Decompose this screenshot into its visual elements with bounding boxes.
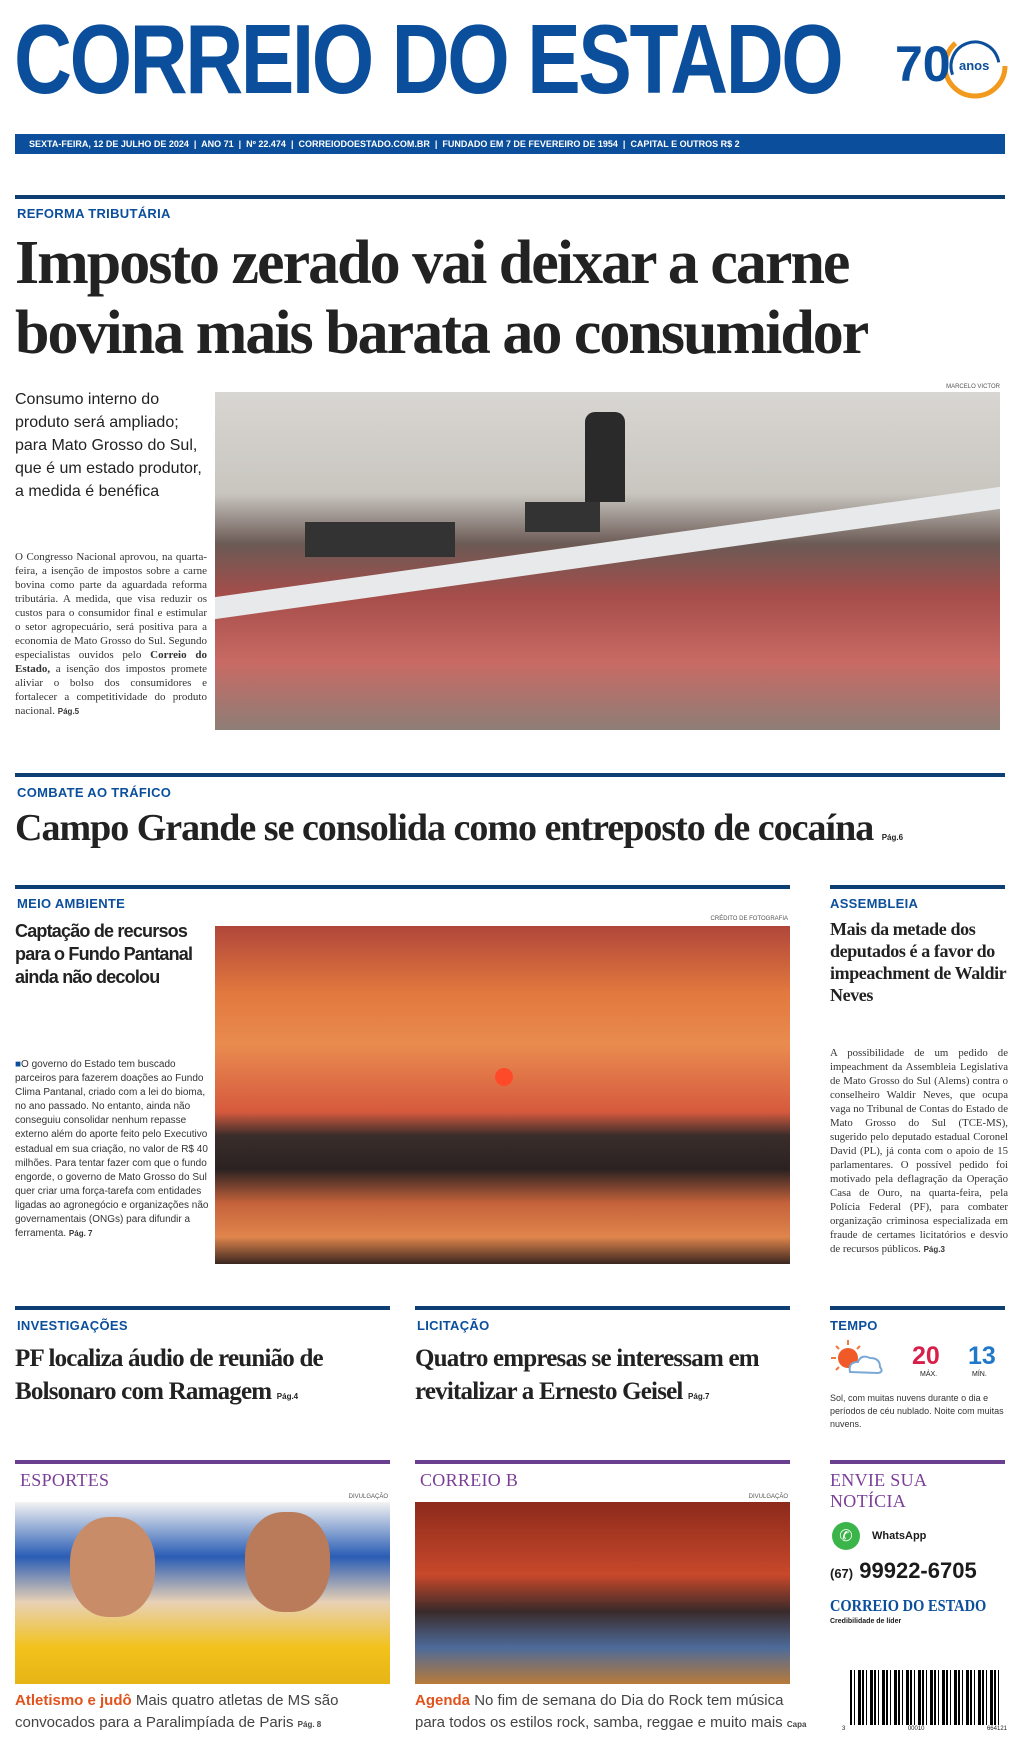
divider (15, 1460, 390, 1464)
esportes-caption[interactable]: Atletismo e judô Mais quatro atletas de MS são convocados para a Paralimpíada de Paris Pág. 8 (15, 1692, 339, 1731)
tempo-kicker: TEMPO (830, 1318, 878, 1333)
photo-credit: CRÉDITO DE FOTOGRAFIA (710, 916, 788, 922)
whatsapp-label: WhatsApp (872, 1530, 927, 1542)
info-bar: SEXTA-FEIRA, 12 DE JULHO DE 2024 | ANO 71 | Nº 22.474 | CORREIODOESTADO.COM.BR | FUNDADO EM 7 DE FEVEREIRO DE 1954 | CAPITAL E OUTROS R$ 2 (15, 134, 1005, 154)
divider (415, 1306, 790, 1310)
divider (15, 1306, 390, 1310)
site-link[interactable]: CORREIODOESTADO.COM.BR (298, 139, 430, 149)
lead-body: O Congresso Nacional aprovou, na quarta-feira, a isenção de impostos sobre a carne bovina como parte da aguardada reforma tributária. A medida, que visa reduzir os custos para o consumidor final e estimular o setor agropecuário, será positiva para a economia de Mato Grosso do Sul. Segundo especialistas ouvidos pelo Correio do Estado, a isenção dos impostos promete aliviar o bolso dos consumidores e fortalecer a competitividade do produto nacional. Pág.5 (15, 551, 208, 717)
divider (15, 773, 1005, 777)
divider (830, 1460, 1005, 1464)
barcode-digits: 3 00010 664121 (842, 1726, 1007, 1732)
ambiente-body: ■O governo do Estado tem buscado parceiros para fazerem doações ao Fundo Clima Pantanal, criado com a lei do bioma, no ano passado. No entanto, ainda não conseguiu consolidar nenhum repasse externo além do aporte feito pelo Executivo estadual em sua criação, no valor de R$ 40 milhões. Para tentar fazer com que o fundo engorde, o governo de Mato Grosso do Sul quer criar uma força-tarefa com entidades ligadas ao agronegócio e organizações não governamentais (ONGs) para difundir a ferramenta. Pág. 7 (15, 1059, 209, 1240)
photo-credit: MARCELO VICTOR (946, 384, 1000, 390)
investigacoes-headline[interactable]: PF localiza áudio de reunião de Bolsonaro com Ramagem Pág.4 (15, 1345, 323, 1405)
pantanal-sunset-photo (215, 926, 790, 1264)
barcode (850, 1670, 1000, 1725)
temp-min: 13 (968, 1342, 996, 1370)
esportes-kicker: ESPORTES (20, 1470, 110, 1490)
divider (15, 195, 1005, 199)
divider (15, 885, 790, 889)
trafico-kicker: COMBATE AO TRÁFICO (17, 785, 172, 800)
anniversary-number: 70 (895, 36, 951, 92)
tempo-forecast: Sol, com muitas nuvens durante o dia e períodos de céu nublado. Noite com muitas nuvens. (830, 1393, 1004, 1429)
divider (830, 1306, 1005, 1310)
temp-max: 20 (912, 1342, 940, 1370)
envie-kicker: ENVIE SUA NOTÍCIA (830, 1470, 927, 1511)
ambiente-headline[interactable]: Captação de recursos para o Fundo Pantanal ainda não decolou (15, 921, 193, 987)
whatsapp-icon: ✆ (832, 1522, 860, 1550)
trafico-headline[interactable]: Campo Grande se consolida como entreposto de cocaína Pág.6 (15, 807, 904, 849)
lead-headline[interactable]: Imposto zerado vai deixar a carne bovina mais barata ao consumidor (15, 229, 868, 367)
sun-cloud-icon (828, 1340, 886, 1385)
band-photo (415, 1502, 790, 1684)
licitacao-headline[interactable]: Quatro empresas se interessam em revitalizar a Ernesto Geisel Pág.7 (415, 1345, 759, 1405)
temp-max-label: MÁX. (920, 1371, 938, 1378)
assembleia-headline[interactable]: Mais da metade dos deputados é a favor do impeachment de Waldir Neves (830, 919, 1006, 1005)
assembleia-kicker: ASSEMBLEIA (830, 896, 919, 911)
masthead-title: CORREIO DO ESTADO (14, 4, 842, 114)
meat-counter-photo (215, 392, 1000, 730)
whatsapp-phone[interactable]: (67) 99922-6705 (830, 1558, 977, 1583)
divider (830, 885, 1005, 889)
lead-deck: Consumo interno do produto será ampliado; para Mato Grosso do Sul, que é um estado produtor, a medida é benéfica (15, 391, 202, 500)
assembleia-body: A possibilidade de um pedido de impeachment da Assembleia Legislativa de Mato Grosso do Sul (Alems) contra o conselheiro Waldir Neves, que ocupa vaga no Tribunal de Contas do Estado de Mato Grosso do Sul (TCE-MS), sugerido pelo deputado estadual Coronel David (PL), já conta com o apoio de 15 parlamentares. O possível pedido foi motivado pela deflagração da Operação Casa de Ouro, na quarta-feira, pela Polícia Federal (PF), para combater organização criminosa especializada em fraude de certames licitatórios e desvio de recursos públicos. Pág.3 (830, 1047, 1008, 1255)
licitacao-kicker: LICITAÇÃO (417, 1318, 490, 1333)
lead-kicker: REFORMA TRIBUTÁRIA (17, 206, 171, 221)
photo-credit: DIVULGAÇÃO (348, 1494, 388, 1500)
anniversary-logo (895, 18, 1010, 113)
brand-tagline: Credibilidade de líder (830, 1618, 902, 1625)
temp-min-label: MÍN. (972, 1371, 987, 1378)
ambiente-kicker: MEIO AMBIENTE (17, 896, 126, 911)
divider (415, 1460, 790, 1464)
correiob-kicker: CORREIO B (420, 1470, 519, 1490)
brand-logo: CORREIO DO ESTADO (830, 1596, 987, 1615)
investigacoes-kicker: INVESTIGAÇÕES (17, 1318, 128, 1333)
correiob-caption[interactable]: Agenda No fim de semana do Dia do Rock tem música para todos os estilos rock, samba, reggae e muito mais Capa (415, 1692, 807, 1731)
photo-credit: DIVULGAÇÃO (748, 1494, 788, 1500)
athletes-photo (15, 1502, 390, 1684)
anniversary-label: anos (959, 58, 990, 73)
